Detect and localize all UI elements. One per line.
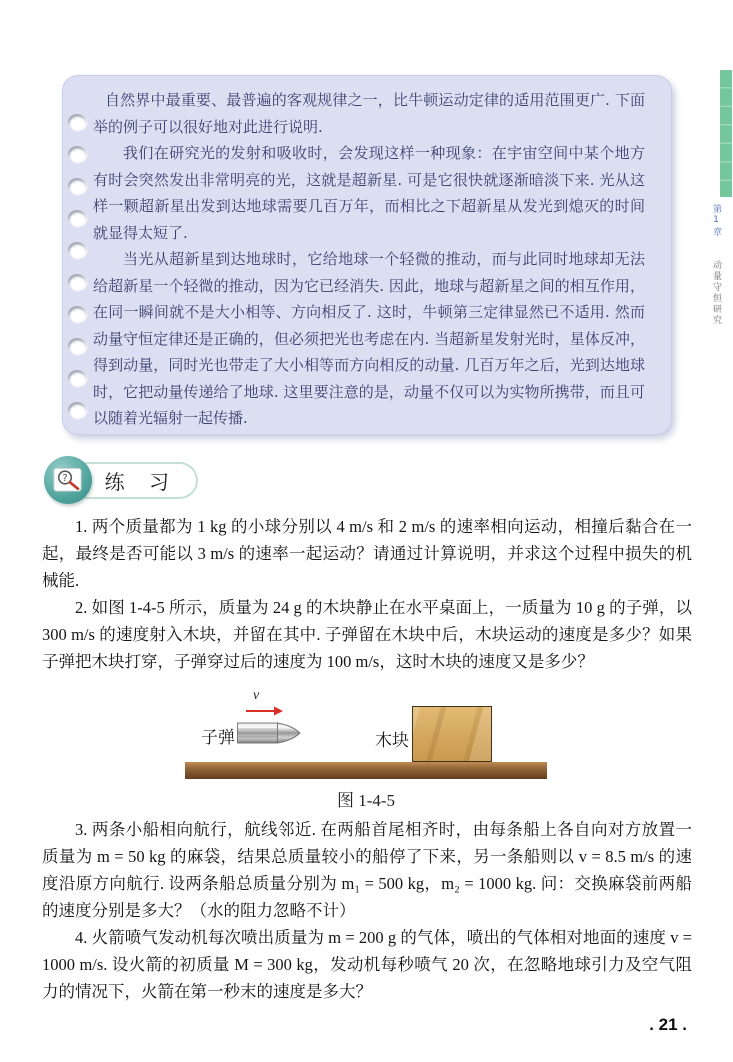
svg-text:?: ? bbox=[62, 473, 68, 484]
reading-paragraph-3: 当光从超新星到达地球时，它给地球一个轻微的推动，而与此同时地球却无法给超新星一个轻微的推动，因为它已经消失. 因此，地球与超新星之间的相互作用，在同一瞬间就不是大小相等、方向相反了. 这时，牛顿第三定律显然已不适用. 然而动量守恒定律还是正确的，但必须把光也考虑在内. 当超新星发射光时，星体反冲，得到动量，同时光也带走了大小相等而方向相反的动量. 几百万年之后，光到达地球时，它把动量传递给了地球. 这里要注意的是，动量不仅可以为实物所携带，而且可以随着光辐射一起传播. bbox=[93, 250, 645, 427]
magnifier-card-graphic bbox=[53, 467, 83, 493]
wood-block-label: 木块 bbox=[375, 731, 409, 751]
binder-hole bbox=[68, 178, 86, 194]
magnifier-question-icon bbox=[44, 456, 92, 504]
reading-paragraph-2: 我们在研究光的发射和吸收时，会发现这样一种现象：在宇宙空间中某个地方有时会突然发出非常明亮的光，这就是超新星. 可是它很快就逐渐暗淡下来. 光从这样一颗超新星出发到达地球需要几百万年，而相比之下超新星从发光到熄灭的时间就显得太短了. bbox=[93, 144, 645, 242]
binder-hole bbox=[68, 210, 86, 226]
binder-hole bbox=[68, 370, 86, 386]
side-tab-chapter-title: 动量守恒研究 bbox=[711, 260, 721, 326]
bullet-label: 子弹 bbox=[201, 728, 235, 748]
velocity-arrow-icon bbox=[245, 705, 283, 717]
practice-title: 练 习 bbox=[104, 470, 178, 494]
binder-hole bbox=[68, 338, 86, 354]
practice-section-header bbox=[44, 456, 204, 508]
chapter-color-bar bbox=[720, 70, 732, 197]
table-surface bbox=[185, 762, 547, 779]
binder-hole bbox=[68, 242, 86, 258]
problem-4: 4. 火箭喷气发动机每次喷出质量为 m = 200 g 的气体，喷出的气体相对地面的速度 v = 1000 m/s. 设火箭的初质量 M = 300 kg，发动机每秒喷气 20 次，在忽略地球引力及空气阻力的情况下，火箭在第一秒末的速度是多大？ bbox=[42, 928, 692, 1001]
velocity-label: v bbox=[253, 688, 260, 703]
binder-hole bbox=[68, 402, 86, 418]
reading-paragraph-1: 自然界中最重要、最普遍的客观规律之一，比牛顿运动定律的适用范围更广. 下面举的例子可以很好地对此进行说明. bbox=[93, 91, 645, 136]
page-number: . 21 . bbox=[649, 1015, 687, 1034]
problem-3: 3. 两条小船相向航行，航线邻近. 在两船首尾相齐时，由每条船上各自向对方放置一质量为 m = 50 kg 的麻袋，结果总质量较小的船停了下来，另一条船则以 v = 8.5 m/s 的速度沿原方向航行. 设两条船总质量分别为 m₁ = 500 kg，m₂ = 1000 kg. 问：交换麻袋前两船的速度分别是多大？（水的阻力忽略不计） bbox=[42, 820, 692, 920]
binder-hole bbox=[68, 114, 86, 130]
wood-block bbox=[412, 706, 492, 762]
binder-hole bbox=[68, 306, 86, 322]
binder-hole bbox=[68, 146, 86, 162]
figure-1-4-5 bbox=[185, 685, 547, 785]
problems-block-upper bbox=[42, 513, 692, 675]
side-tab-chapter-number: 第1章 bbox=[711, 204, 721, 238]
binder-hole bbox=[68, 274, 86, 290]
figure-caption: 图 1-4-5 bbox=[336, 791, 396, 810]
chapter-side-tab bbox=[711, 204, 720, 394]
bullet-graphic bbox=[237, 720, 301, 746]
problem-1: 1. 两个质量都为 1 kg 的小球分别以 4 m/s 和 2 m/s 的速率相向运动，相撞后黏合在一起，最终是否可能以 3 m/s 的速率一起运动？请通过计算说明，并求这个过程中损失的机械能. bbox=[42, 517, 692, 590]
problem-2: 2. 如图 1-4-5 所示，质量为 24 g 的木块静止在水平桌面上，一质量为 10 g 的子弹，以 300 m/s 的速度射入木块，并留在其中. 子弹留在木块中后，木块运动的速度是多少？如果子弹把木块打穿，子弹穿过后的速度为 100 m/s，这时木块的速度又是多少？ bbox=[42, 598, 692, 671]
reading-box bbox=[62, 75, 672, 435]
problems-block-lower bbox=[42, 816, 692, 1005]
